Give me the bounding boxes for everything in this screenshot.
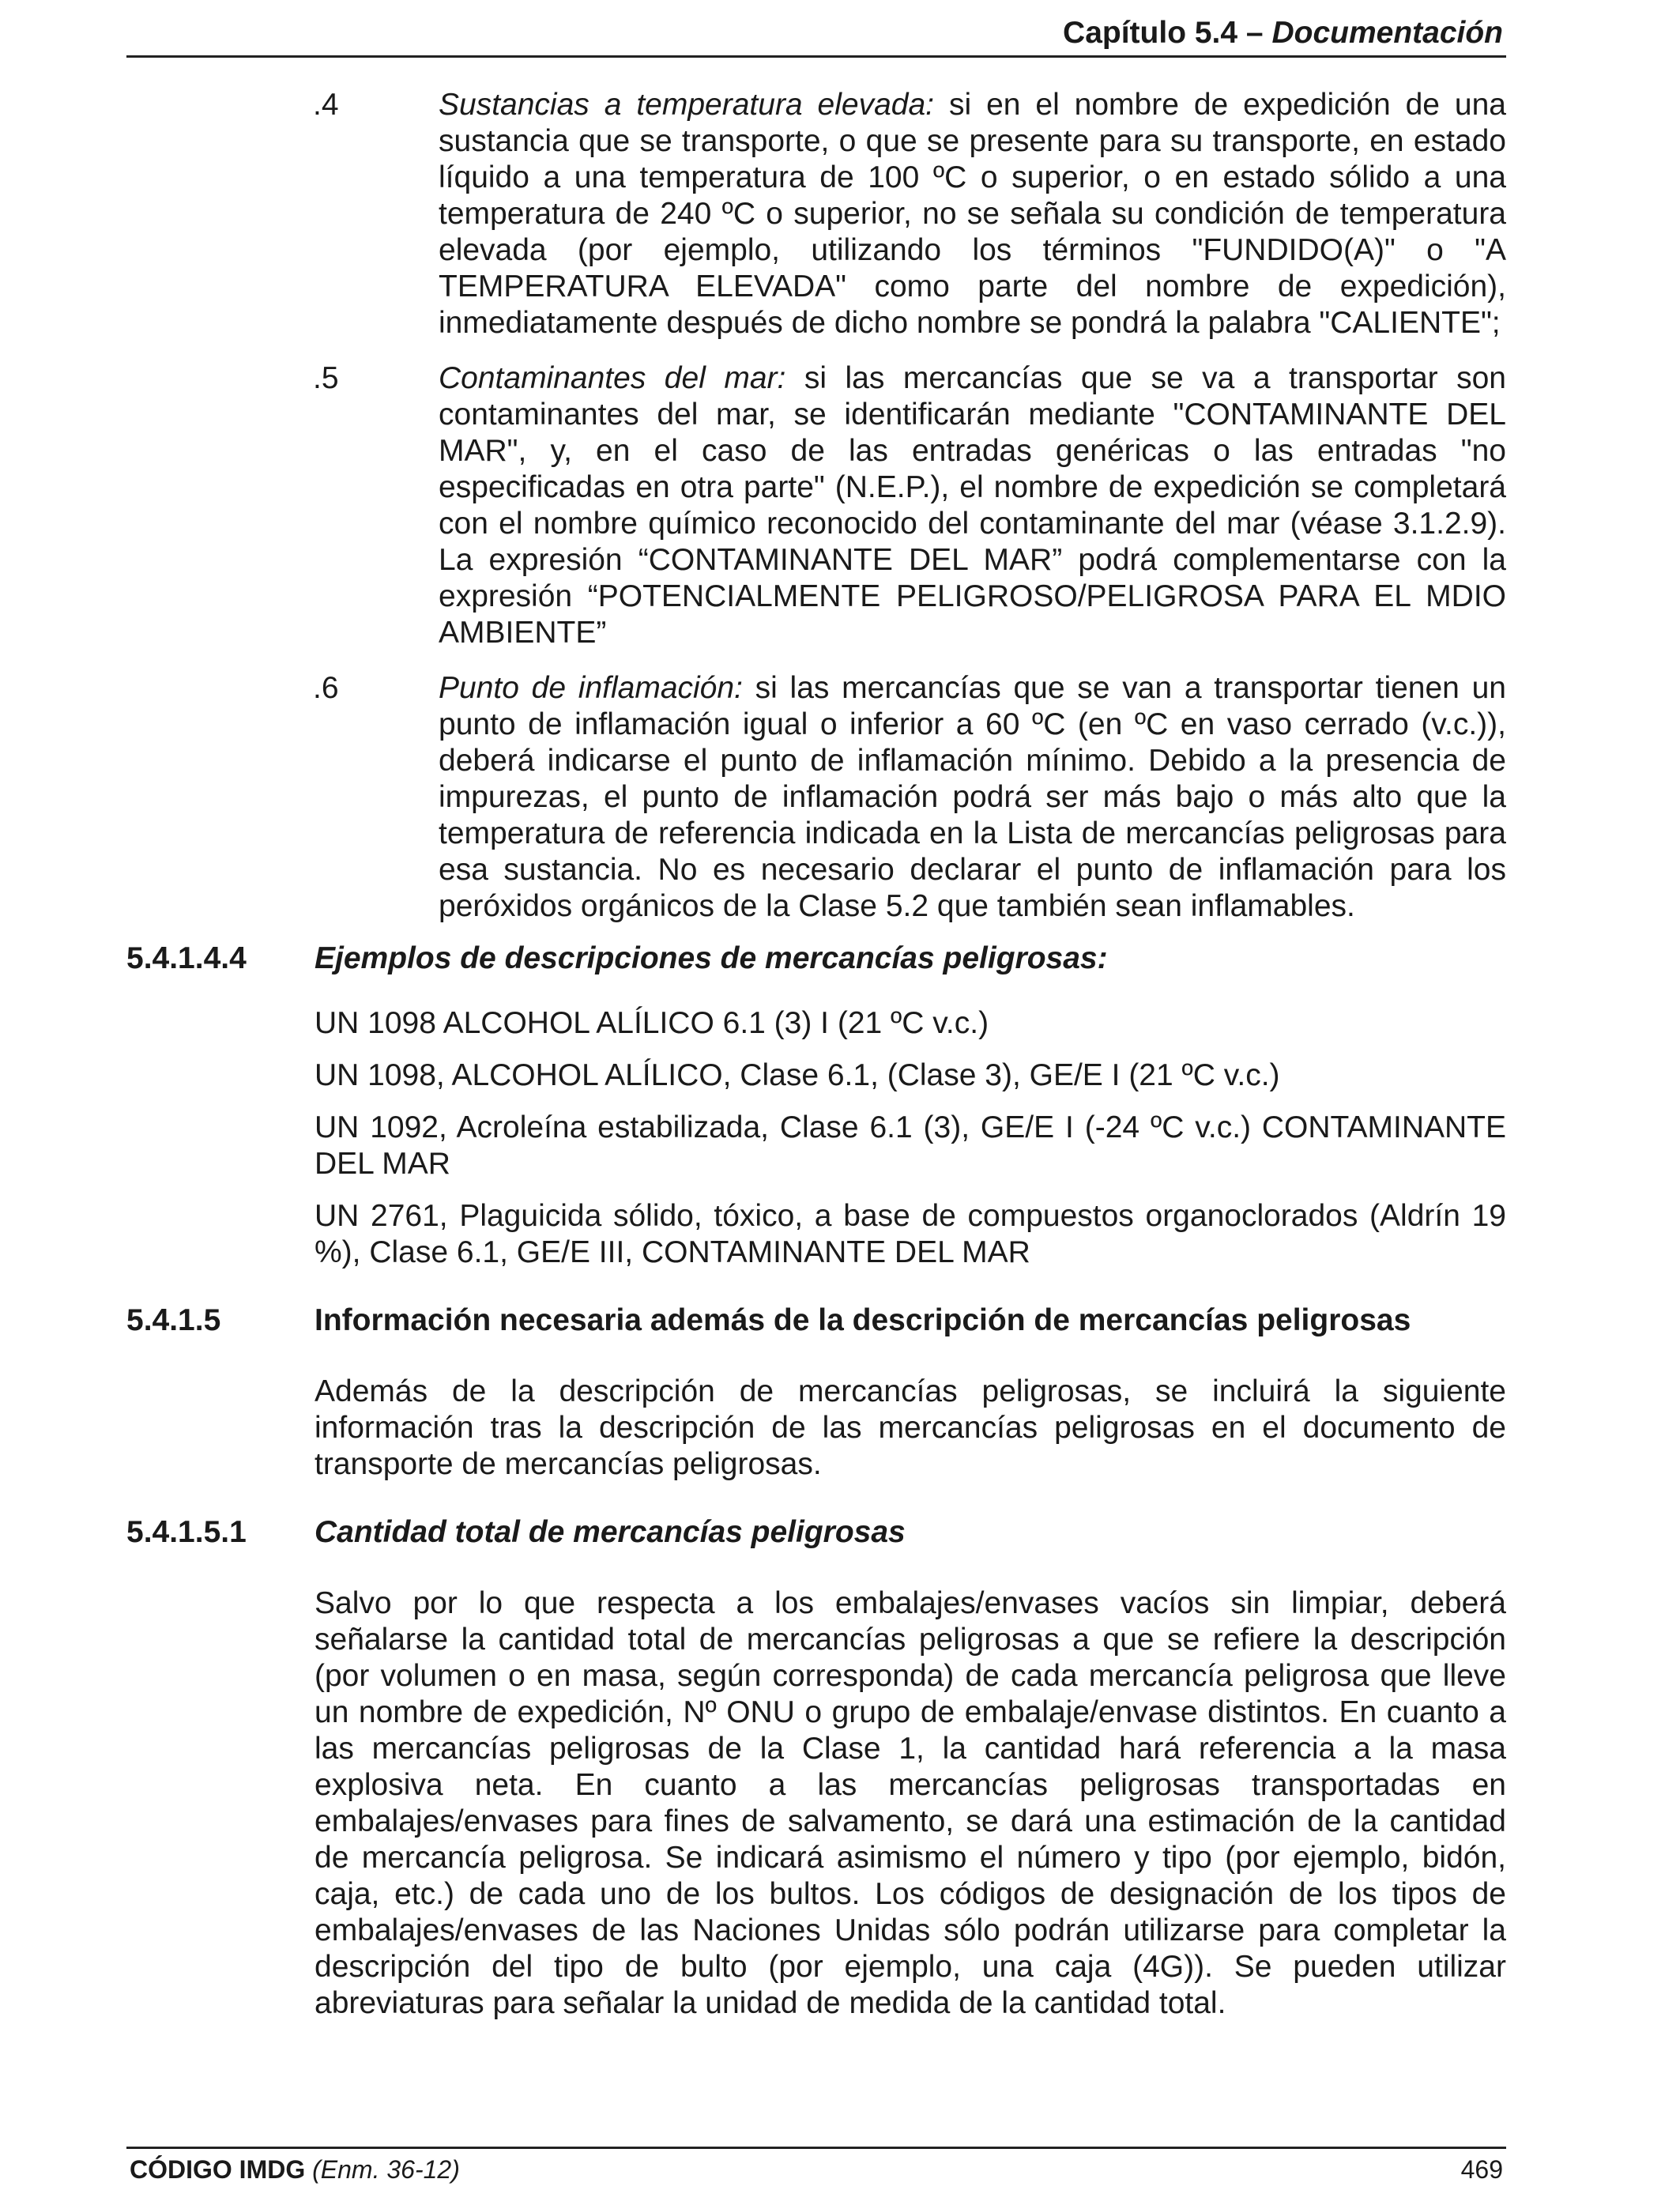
section-text: Salvo por lo que respecta a los embalajes/envases vacíos sin limpiar, deberá señalarse la cantidad total de mercancías peligrosas a que se refiere la descripción (por volumen o en masa, según corresponda) de cada mercancía peligrosa que lleve un nombre de expedición, Nº ONU o grupo de embalaje/envase distintos. En cuanto a las mercancías peligrosas de la Clase 1, la cantidad hará referencia a la masa explosiva neta. En cuanto a las mercancías peligrosas transportadas en embalajes/envases para fines de salvamento, se dará una estimación de la cantidad de mercancía peligrosa. Se indicará asimismo el número y tipo (por ejemplo, bidón, caja, etc.) de cada uno de los bultos. Los códigos de designación de los tipos de embalajes/envases de las Naciones Unidas sólo podrán utilizarse para completar la descripción del tipo de bulto (por ejemplo, una caja (4G)). Se pueden utilizar abreviaturas para señalar la unidad de medida de la cantidad total. [315, 1586, 1506, 2020]
list-item-body: si en el nombre de expedición de una sustancia que se transporte, o que se presente para su transporte, en estado líquido a una temperatura de 100 ºC o superior, o en estado sólido a una temperatura de 240 ºC o superior, no se señala su condición de temperatura elevada (por ejemplo, utilizando los términos "FUNDIDO(A)" o "A TEMPERATURA ELEVADA" como parte del nombre de expedición), inmediatamente después de dicho nombre se pondrá la palabra "CALIENTE"; [439, 88, 1506, 340]
example-text: UN 1098, ALCOHOL ALÍLICO, Clase 6.1, (Clase 3), GE/E I (21 ºC v.c.) [315, 1058, 1280, 1092]
page-footer [126, 2147, 1506, 2188]
list-item-body: si las mercancías que se van a transportar tienen un punto de inflamación igual o inferior a 60 ºC (en ºC en vaso cerrado (v.c.)), deberá indicarse el punto de inflamación mínimo. Debido a la presencia de impurezas, el punto de inflamación podrá ser más bajo o más alto que la temperatura de referencia indicada en la Lista de mercancías peligrosas para esa sustancia. No es necesario declarar el punto de inflamación para los peróxidos orgánicos de la Clase 5.2 que también sean inflamables. [439, 671, 1506, 923]
example-2 [126, 1057, 1506, 1094]
list-item-4 [126, 87, 1506, 341]
chapter-title [1063, 16, 1503, 51]
example-4 [126, 1198, 1506, 1271]
section-title: Cantidad total de mercancías peligrosas [315, 1515, 906, 1549]
section-number: 5.4.1.4.4 [126, 941, 247, 975]
section-number: 5.4.1.5.1 [126, 1515, 247, 1549]
section-body-5415 [126, 1374, 1506, 1483]
list-item-label: Punto de inflamación: [439, 671, 743, 705]
list-item-body: si las mercancías que se va a transportar son contaminantes del mar, se identificarán mediante "CONTAMINANTE DEL MAR", y, en el caso de las entradas genéricas o las entradas "no especificadas en otra parte" (N.E.P.), el nombre de expedición se completará con el nombre químico reconocido del contaminante del mar (véase 3.1.2.9). La expresión “CONTAMINANTE DEL MAR” podrá complementarse con la expresión “POTENCIALMENTE PELIGROSO/PELIGROSA PARA EL MDIO AMBIENTE” [439, 361, 1506, 650]
list-item-6 [126, 670, 1506, 925]
list-item-text [439, 670, 1506, 925]
list-item-label: Contaminantes del mar: [439, 361, 786, 395]
section-title: Ejemplos de descripciones de mercancías peligrosas: [315, 941, 1108, 975]
section-text: Además de la descripción de mercancías peligrosas, se incluirá la siguiente información tras la descripción de las mercancías peligrosas en el documento de transporte de mercancías peligrosas. [315, 1374, 1506, 1481]
list-item-5 [126, 360, 1506, 651]
example-text: UN 1098 ALCOHOL ALÍLICO 6.1 (3) I (21 ºC v.c.) [315, 1006, 989, 1040]
example-3 [126, 1110, 1506, 1182]
footer-code-name: CÓDIGO IMDG [130, 2155, 306, 2184]
section-heading-54151 [126, 1514, 1506, 1551]
list-item-number: .5 [313, 361, 339, 395]
example-text: UN 2761, Plaguicida sólido, tóxico, a base de compuestos organoclorados (Aldrín 19 %), Clase 6.1, GE/E III, CONTAMINANTE DEL MAR [315, 1199, 1506, 1269]
example-1 [126, 1005, 1506, 1042]
example-text: UN 1092, Acroleína estabilizada, Clase 6.1 (3), GE/E I (-24 ºC v.c.) CONTAMINANTE DEL MAR [315, 1110, 1506, 1181]
list-item-text [439, 360, 1506, 651]
chapter-label: Capítulo 5.4 – [1063, 16, 1264, 50]
page-number: 469 [1460, 2155, 1503, 2184]
section-number: 5.4.1.5 [126, 1303, 221, 1337]
page-header [126, 11, 1506, 58]
section-body-54151 [126, 1585, 1506, 2022]
footer-amendment: (Enm. 36-12) [312, 2155, 460, 2184]
footer-code [130, 2155, 460, 2185]
chapter-section-title: Documentación [1271, 16, 1503, 50]
section-heading-5415 [126, 1302, 1506, 1339]
section-heading-54144 [126, 941, 1506, 977]
list-item-label: Sustancias a temperatura elevada: [439, 88, 935, 122]
section-title: Información necesaria además de la descripción de mercancías peligrosas [315, 1303, 1411, 1337]
page-content [126, 87, 1506, 2039]
list-item-number: .4 [313, 88, 339, 122]
list-item-text [439, 87, 1506, 341]
list-item-number: .6 [313, 671, 339, 705]
